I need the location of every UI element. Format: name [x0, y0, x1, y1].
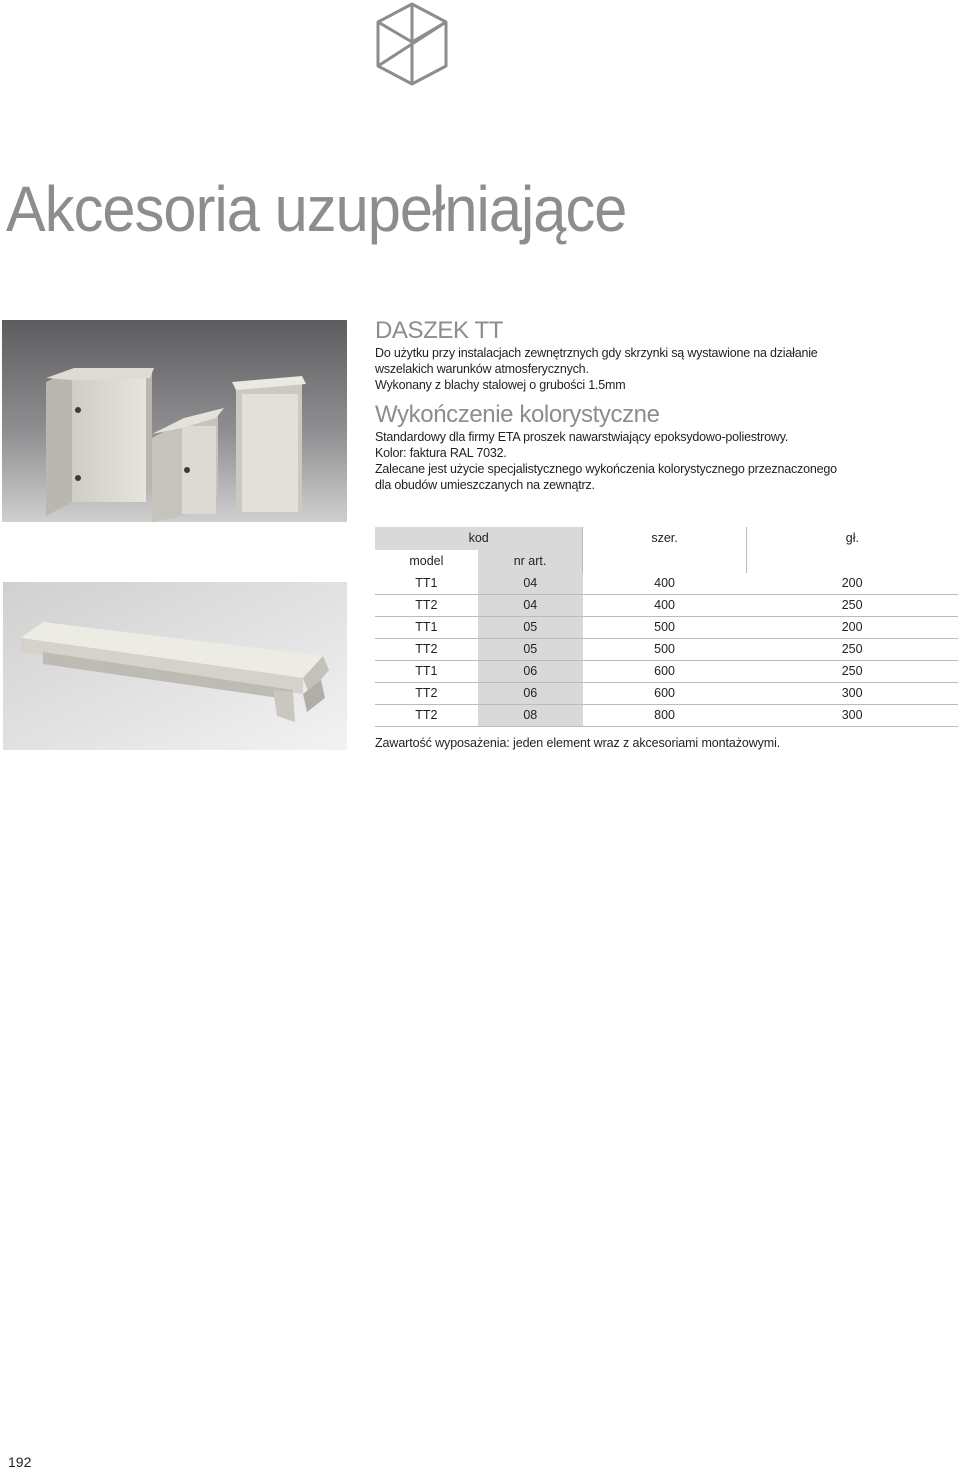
column-header-model: model — [409, 554, 444, 568]
cell-model: TT2 — [375, 705, 478, 727]
cell-gl: 300 — [746, 705, 958, 727]
table-row — [375, 639, 958, 661]
table-row — [375, 595, 958, 617]
product-description-line: Do użytku przy instalacjach zewnętrznych gdy skrzynki są wystawione na działanie — [375, 346, 818, 360]
table-row — [375, 683, 958, 705]
table-row — [375, 617, 958, 639]
finish-description-line: Standardowy dla firmy ETA proszek nawarstwiający epoksydowo-poliestrowy. — [375, 430, 789, 444]
table-row — [375, 661, 958, 683]
cell-gl: 250 — [746, 661, 958, 683]
contents-note: Zawartość wyposażenia: jeden element wraz z akcesoriami montażowymi. — [375, 736, 781, 750]
table-header-row — [375, 550, 958, 573]
product-title: DASZEK TT — [375, 317, 503, 344]
cell-szer: 600 — [583, 683, 746, 705]
cell-gl: 250 — [746, 639, 958, 661]
page-number: 192 — [8, 1454, 32, 1470]
product-description-line: Wykonany z blachy stalowej o grubości 1.5mm — [375, 378, 626, 392]
page-title: Akcesoria uzupełniające — [6, 173, 627, 245]
cell-model: TT1 — [375, 661, 478, 683]
cell-gl: 200 — [746, 573, 958, 595]
cell-model: TT2 — [375, 683, 478, 705]
cell-szer: 600 — [583, 661, 746, 683]
cell-nr-art: 04 — [478, 573, 583, 595]
cell-nr-art: 06 — [478, 683, 583, 705]
cell-gl: 250 — [746, 595, 958, 617]
cell-nr-art: 06 — [478, 661, 583, 683]
finish-description-line: dla obudów umieszczanych na zewnątrz. — [375, 478, 595, 492]
cell-szer: 500 — [583, 639, 746, 661]
cell-nr-art: 05 — [478, 639, 583, 661]
finish-description-line: Kolor: faktura RAL 7032. — [375, 446, 507, 460]
cell-szer: 400 — [583, 595, 746, 617]
column-header-nr-art: nr art. — [478, 550, 583, 573]
cell-model: TT2 — [375, 639, 478, 661]
cell-nr-art: 08 — [478, 705, 583, 727]
table-header-row — [375, 527, 958, 550]
cell-model: TT1 — [375, 573, 478, 595]
finish-title: Wykończenie kolorystyczne — [375, 401, 660, 428]
roof-photo — [3, 582, 347, 750]
cell-gl: 200 — [746, 617, 958, 639]
spec-table — [375, 527, 958, 727]
cube-wireframe-icon — [372, 0, 452, 86]
cell-szer: 400 — [583, 573, 746, 595]
product-description — [375, 317, 960, 493]
cell-szer: 500 — [583, 617, 746, 639]
cell-nr-art: 04 — [478, 595, 583, 617]
cell-model: TT2 — [375, 595, 478, 617]
column-header-gl: gł. — [746, 527, 958, 550]
enclosures-photo — [2, 320, 347, 522]
cell-szer: 800 — [583, 705, 746, 727]
cell-gl: 300 — [746, 683, 958, 705]
cell-nr-art: 05 — [478, 617, 583, 639]
table-row — [375, 705, 958, 727]
table-row — [375, 573, 958, 595]
cell-model: TT1 — [375, 617, 478, 639]
finish-description-line: Zalecane jest użycie specjalistycznego wykończenia kolorystycznego przeznaczonego — [375, 462, 837, 476]
product-description-line: wszelakich warunków atmosferycznych. — [375, 362, 589, 376]
column-header-szer: szer. — [583, 527, 746, 550]
column-group-kod: kod — [375, 527, 583, 550]
